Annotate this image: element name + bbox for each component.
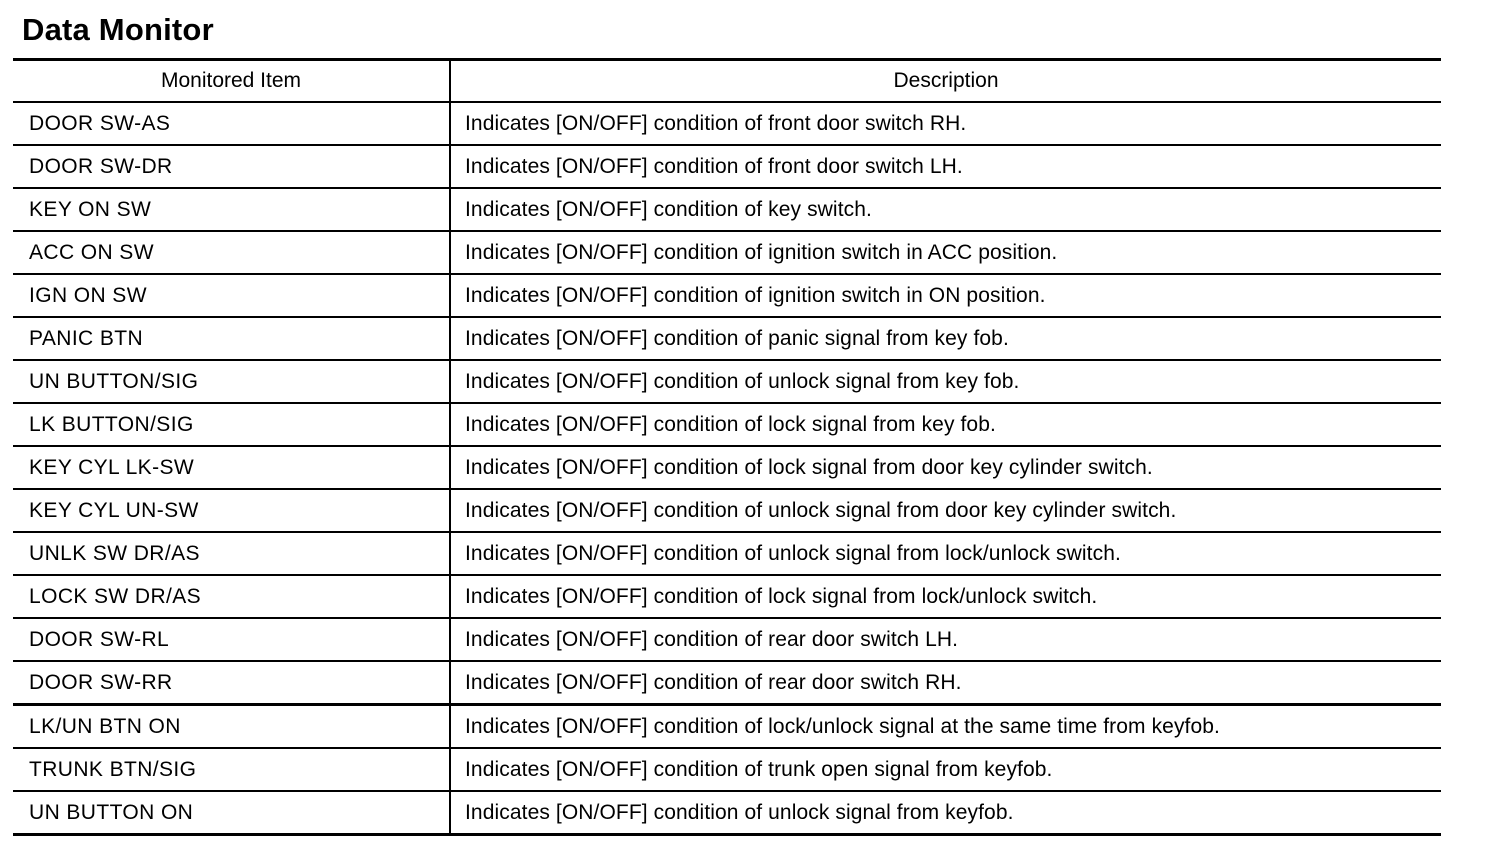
monitored-item-cell: DOOR SW-RL	[13, 618, 450, 661]
table-row	[13, 102, 1441, 145]
table-row	[13, 446, 1441, 489]
monitored-item-cell: TRUNK BTN/SIG	[13, 748, 450, 791]
description-cell: Indicates [ON/OFF] condition of ignition switch in ON position.	[450, 274, 1441, 317]
table-header	[13, 60, 1441, 103]
table-row	[13, 231, 1441, 274]
data-monitor-table	[13, 58, 1441, 836]
description-cell: Indicates [ON/OFF] condition of lock/unlock signal at the same time from keyfob.	[450, 705, 1441, 749]
table-row	[13, 748, 1441, 791]
table-row	[13, 317, 1441, 360]
monitored-item-cell: UN BUTTON/SIG	[13, 360, 450, 403]
monitored-item-cell: UNLK SW DR/AS	[13, 532, 450, 575]
monitored-item-cell: LK BUTTON/SIG	[13, 403, 450, 446]
header-row	[13, 60, 1441, 103]
table-row	[13, 532, 1441, 575]
table-row	[13, 705, 1441, 749]
page-title: Data Monitor	[22, 12, 214, 47]
monitored-item-cell: ACC ON SW	[13, 231, 450, 274]
table-row	[13, 618, 1441, 661]
table-row	[13, 489, 1441, 532]
description-cell: Indicates [ON/OFF] condition of front door switch RH.	[450, 102, 1441, 145]
description-cell: Indicates [ON/OFF] condition of lock signal from key fob.	[450, 403, 1441, 446]
monitored-item-cell: UN BUTTON ON	[13, 791, 450, 835]
table-row	[13, 274, 1441, 317]
description-cell: Indicates [ON/OFF] condition of rear door switch RH.	[450, 661, 1441, 705]
table-row	[13, 188, 1441, 231]
table-row	[13, 661, 1441, 705]
table-body	[13, 102, 1441, 835]
monitored-item-cell: KEY CYL LK-SW	[13, 446, 450, 489]
description-cell: Indicates [ON/OFF] condition of panic signal from key fob.	[450, 317, 1441, 360]
description-cell: Indicates [ON/OFF] condition of unlock signal from door key cylinder switch.	[450, 489, 1441, 532]
description-cell: Indicates [ON/OFF] condition of front door switch LH.	[450, 145, 1441, 188]
description-cell: Indicates [ON/OFF] condition of ignition switch in ACC position.	[450, 231, 1441, 274]
description-cell: Indicates [ON/OFF] condition of rear door switch LH.	[450, 618, 1441, 661]
monitored-item-cell: KEY CYL UN-SW	[13, 489, 450, 532]
monitored-item-cell: DOOR SW-AS	[13, 102, 450, 145]
monitored-item-cell: PANIC BTN	[13, 317, 450, 360]
description-cell: Indicates [ON/OFF] condition of unlock signal from lock/unlock switch.	[450, 532, 1441, 575]
description-cell: Indicates [ON/OFF] condition of trunk open signal from keyfob.	[450, 748, 1441, 791]
table-row	[13, 403, 1441, 446]
description-cell: Indicates [ON/OFF] condition of unlock signal from keyfob.	[450, 791, 1441, 835]
description-cell: Indicates [ON/OFF] condition of lock signal from lock/unlock switch.	[450, 575, 1441, 618]
description-cell: Indicates [ON/OFF] condition of lock signal from door key cylinder switch.	[450, 446, 1441, 489]
monitored-item-cell: DOOR SW-DR	[13, 145, 450, 188]
monitored-item-cell: KEY ON SW	[13, 188, 450, 231]
header-description: Description	[450, 60, 1441, 103]
monitored-item-cell: IGN ON SW	[13, 274, 450, 317]
description-cell: Indicates [ON/OFF] condition of key switch.	[450, 188, 1441, 231]
table-row	[13, 360, 1441, 403]
description-cell: Indicates [ON/OFF] condition of unlock signal from key fob.	[450, 360, 1441, 403]
table-row	[13, 575, 1441, 618]
monitored-item-cell: LOCK SW DR/AS	[13, 575, 450, 618]
header-monitored-item: Monitored Item	[13, 60, 450, 103]
monitored-item-cell: LK/UN BTN ON	[13, 705, 450, 749]
table-row	[13, 791, 1441, 835]
monitored-item-cell: DOOR SW-RR	[13, 661, 450, 705]
table-row	[13, 145, 1441, 188]
